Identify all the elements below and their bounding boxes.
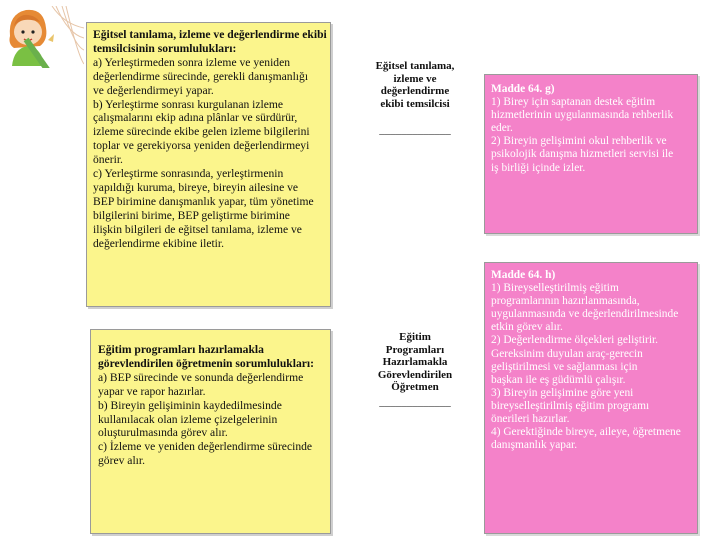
text-line: a) Yerleştirmeden sonra izleme ve yeniden: [93, 55, 291, 69]
text-line: yapıldığı kuruma, bireye, bireyin ailesine ve: [93, 180, 299, 194]
label-line: Görevlendirilen: [377, 368, 453, 381]
text-line: 3) Bireyin gelişimine göre yeni: [491, 386, 634, 399]
box-title: Eğitim programları hazırlamakla görevlendirilen öğretmenin sorumlulukları:: [98, 343, 314, 370]
text-line: eder.: [491, 122, 513, 135]
text-line: 1) Birey için saptanan destek eğitim: [491, 96, 656, 109]
representative-responsibilities-box: [86, 22, 331, 307]
label-line: Programları: [385, 343, 445, 356]
label-line: Öğretmen: [391, 381, 439, 393]
text-line: a) BEP sürecinde ve sonunda değerlendirme: [98, 370, 304, 384]
text-line: b) Bireyin gelişiminin kaydedilmesinde: [98, 398, 282, 412]
text-line: psikolojik danışma hizmetleri servisi ile: [491, 148, 674, 161]
text-line: b) Yerleştirme sonrası kurgulanan izleme: [93, 97, 284, 111]
label-line: Hazırlamakla: [382, 356, 448, 368]
text-line: bireyselleştirilmiş eğitim programı: [491, 399, 650, 412]
box-title: Eğitsel tanılama, izleme ve değerlendirme ekibi temsilcisinin sorumlulukları:: [93, 28, 327, 55]
article-heading: Madde 64. g): [491, 83, 555, 95]
text-line: değerlendirme ekibine iletir.: [93, 236, 225, 250]
text-line: ve değerlendirmeyi yapar.: [93, 83, 214, 97]
text-line: iş birliği içinde izler.: [491, 161, 586, 174]
box-body: [93, 56, 327, 251]
text-line: önerileri hazırlar.: [491, 413, 570, 426]
text-line: geliştirilmesi ve sağlanması için: [491, 360, 638, 373]
text-line: 2) Bireyin gelişimini okul rehberlik ve: [491, 135, 667, 148]
teacher-responsibilities-box: [90, 329, 331, 534]
text-line: bilgilerini birime, BEP geliştirme birimine: [93, 208, 290, 222]
text-line: izleme sürecinde ekibe gelen izleme bilgilerini: [93, 125, 310, 139]
text-line: yapar ve rapor hazırlar.: [98, 384, 206, 398]
text-line: programlarının hazırlanmasında,: [491, 295, 640, 308]
text-line: ilişkin bilgileri de eğitsel tanılama, izleme ve: [93, 222, 302, 236]
article-64h-box: [484, 262, 698, 534]
text-line: çalışmalarını ekip adına plânlar ve sürdürür,: [93, 111, 298, 125]
text-line: kullanılacak olan izleme çizelgelerinin: [98, 412, 278, 426]
box-body: [98, 371, 326, 468]
label-line: izleme ve: [393, 72, 437, 85]
article-body: [491, 96, 695, 175]
teacher-signature-block: [360, 331, 470, 408]
text-line: BEP birimine danışmanlık yapar, tüm yönetime: [93, 194, 314, 208]
label-line: Eğitim: [399, 331, 431, 343]
text-line: toplar ve gerekiyorsa yeniden değerlendirmeyi: [93, 139, 310, 153]
label-line: Eğitsel tanılama,: [375, 60, 455, 72]
text-line: 2) Değerlendirme ölçekleri geliştirir.: [491, 334, 658, 347]
text-line: uygulanmasında ve değerlendirilmesinde: [491, 308, 679, 321]
text-line: önerir.: [93, 153, 123, 167]
text-line: 1) Bireyselleştirilmiş eğitim: [491, 282, 619, 295]
article-64g-box: [484, 74, 698, 234]
text-line: 4) Gerektiğinde bireye, aileye, öğretmene: [491, 426, 681, 439]
article-heading: Madde 64. h): [491, 269, 556, 281]
text-line: görev alır.: [98, 454, 146, 468]
label-line: ekibi temsilcisi: [380, 97, 450, 110]
label-line: değerlendirme: [380, 85, 450, 97]
girl-with-pencil-icon: [4, 6, 84, 68]
text-line: Gereksinim duyulan araç-gerecin: [491, 347, 643, 360]
text-line: etkin görev alır.: [491, 321, 563, 334]
text-line: c) Yerleştirme sonrasında, yerleştirmenin: [93, 167, 284, 181]
representative-signature-block: [360, 60, 470, 137]
text-line: c) İzleme ve yeniden değerlendirme sürecinde: [98, 440, 313, 454]
text-line: hizmetlerinin uygulanmasında rehberlik: [491, 109, 674, 122]
text-line: başkan ile eş güdümlü çalışır.: [491, 373, 626, 386]
text-line: danışmanlık yapar.: [491, 439, 578, 452]
signature-line: _____________: [379, 124, 451, 136]
text-line: oluşturulmasında görev alır.: [98, 426, 228, 440]
article-body: [491, 282, 695, 452]
signature-line: _____________: [379, 395, 451, 408]
text-line: değerlendirme sürecinde, gerekli danışmanlığı: [93, 69, 309, 83]
